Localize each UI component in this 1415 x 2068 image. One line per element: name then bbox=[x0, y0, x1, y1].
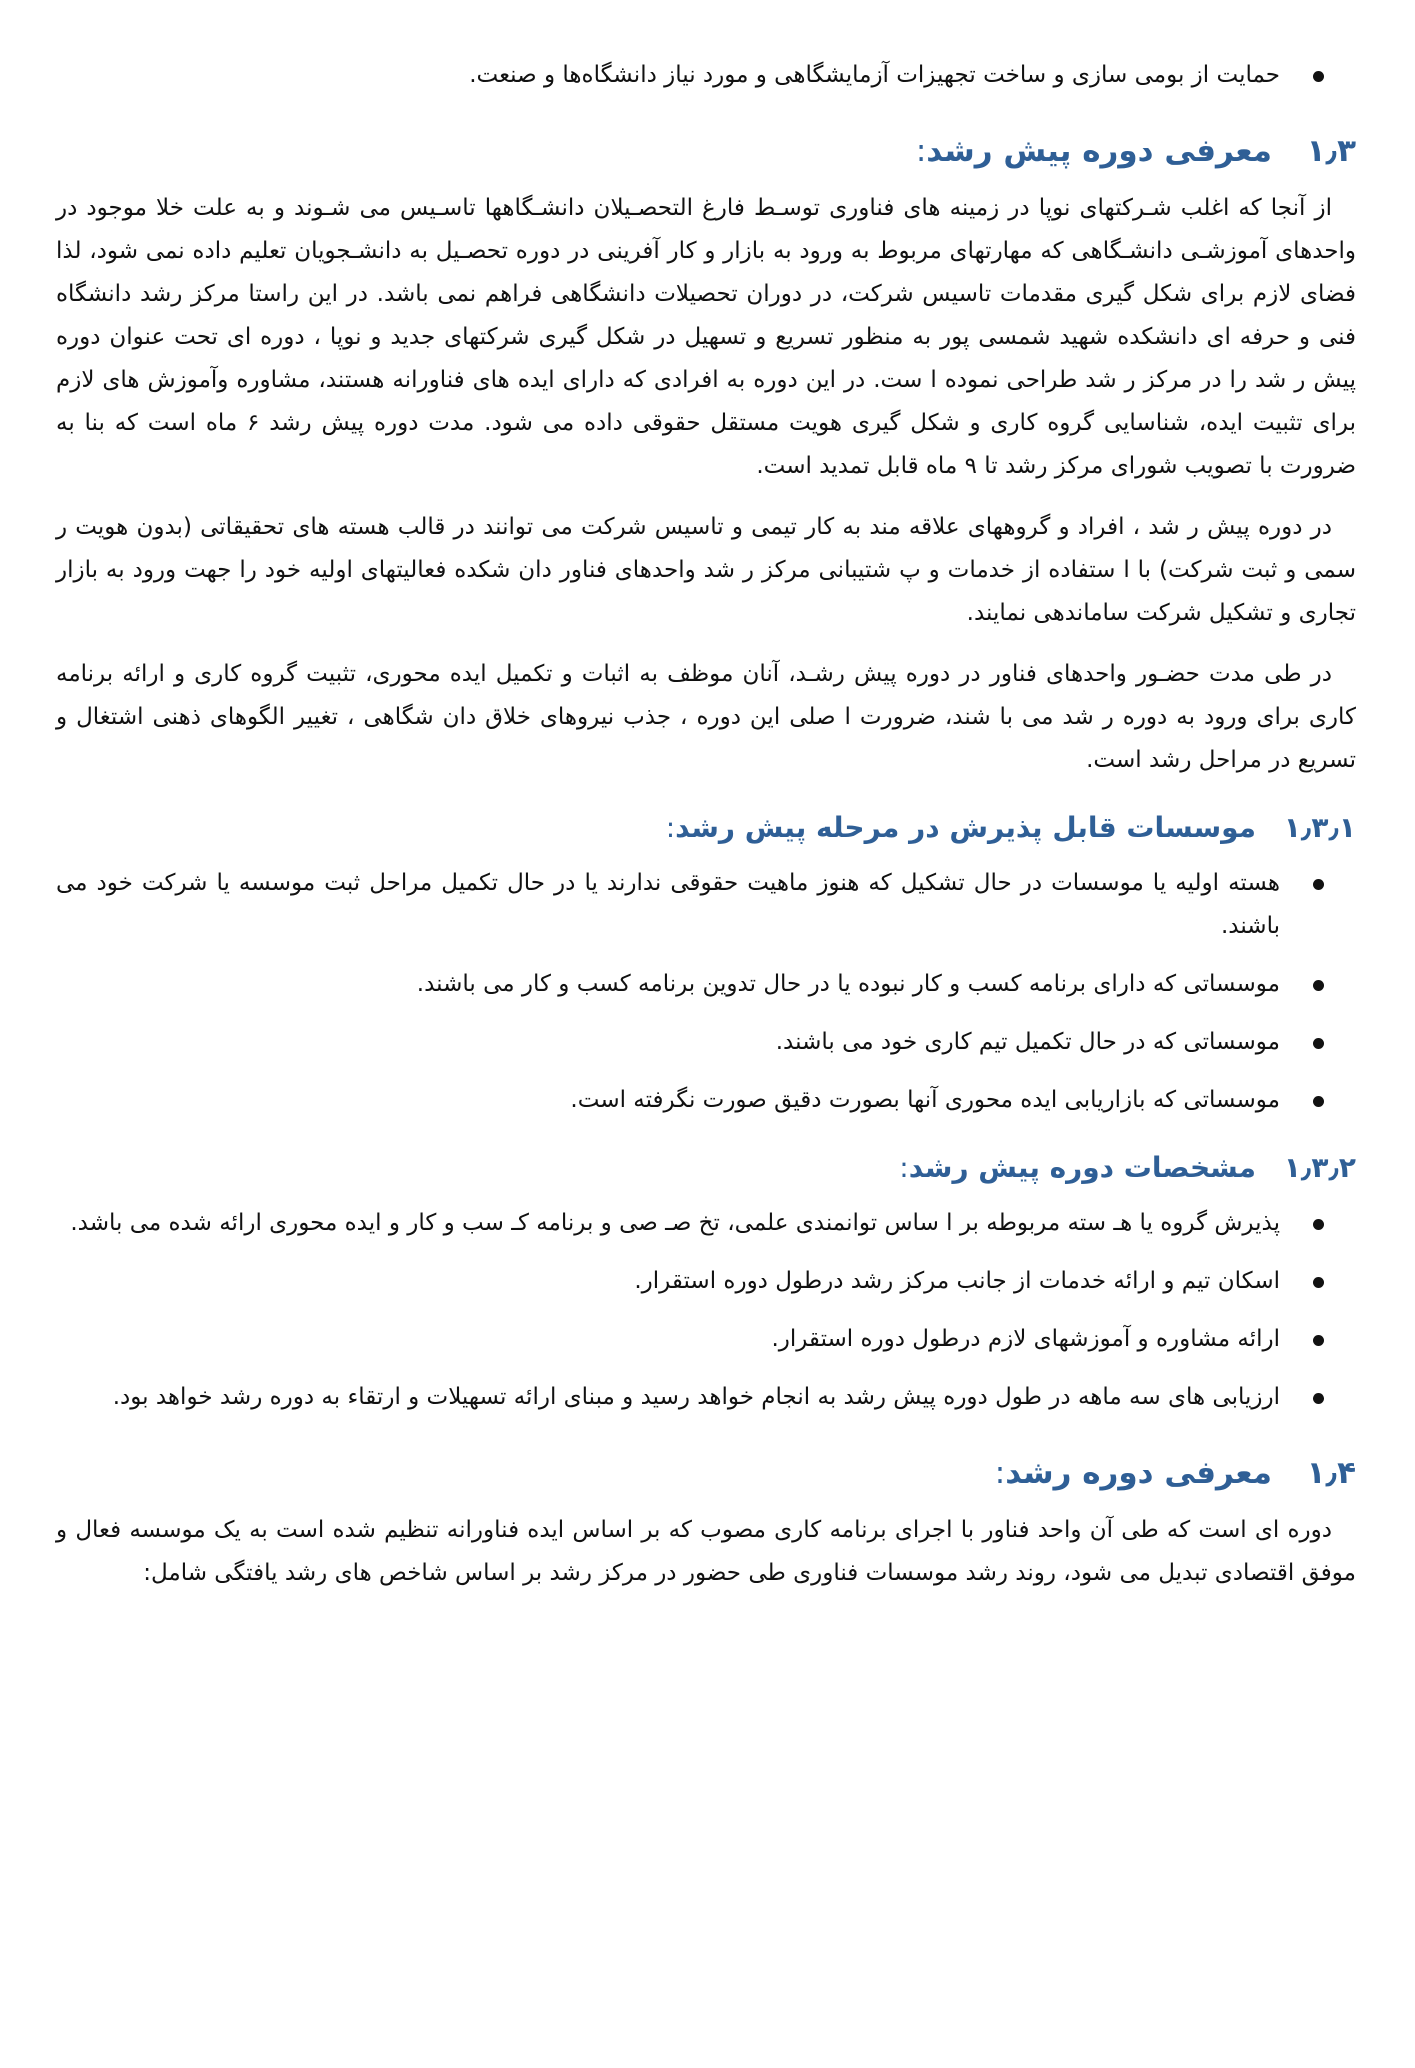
list-item-text: اسکان تیم و ارائه خدمات از جانب مرکز رشد درطول دوره استقرار. bbox=[634, 1268, 1280, 1294]
section-heading-1-3-1 bbox=[56, 806, 1356, 850]
bullet-icon bbox=[1313, 71, 1324, 82]
section-title: مشخصات دوره پیش رشد bbox=[908, 1151, 1256, 1184]
list-item bbox=[56, 862, 1324, 948]
section-title: موسسات قابل پذیرش در مرحله پیش رشد bbox=[675, 811, 1256, 844]
bullet-icon bbox=[1313, 1335, 1324, 1346]
list-item-text: پذیرش گروه یا هـ سته مربوطه بر ا ساس توانمندی علمی، تخ صـ صی و برنامه کـ سب و کار و ایده محوری ارائه شده می باشد. bbox=[70, 1210, 1280, 1236]
list-item-text: ارائه مشاوره و آموزشهای لازم درطول دوره استقرار. bbox=[771, 1326, 1280, 1352]
list-item-text: موسساتی که دارای برنامه کسب و کار نبوده یا در حال تدوین برنامه کسب و کار می باشند. bbox=[416, 971, 1280, 997]
section-number: ۱٫۳٫۱ bbox=[1283, 811, 1356, 844]
pre-incubation-features-list bbox=[56, 1202, 1356, 1419]
heading-colon: : bbox=[994, 1455, 1006, 1491]
section-heading-1-3 bbox=[56, 129, 1356, 173]
bullet-icon bbox=[1313, 879, 1324, 890]
section-title: معرفی دوره رشد bbox=[1005, 1455, 1272, 1491]
list-item-text: هسته اولیه یا موسسات در حال تشکیل که هنوز ماهیت حقوقی ندارند یا در حال تکمیل مراحل ثبت موسسه یا شرکت خود می باشند. bbox=[56, 870, 1280, 939]
bullet-icon bbox=[1313, 1277, 1324, 1288]
list-item-text: حمایت از بومی سازی و ساخت تجهیزات آزمایشگاهی و مورد نیاز دانشگاه‌ها و صنعت. bbox=[469, 62, 1280, 88]
list-item bbox=[56, 1318, 1324, 1361]
list-item-text: موسساتی که در حال تکمیل تیم کاری خود می باشند. bbox=[775, 1029, 1280, 1055]
list-item bbox=[56, 54, 1324, 97]
paragraph: در دوره پیش ر شد ، افراد و گروههای علاقه مند به کار تیمی و تاسیس شرکت می توانند در قالب هسته های تحقیقاتی (بدون هویت ر سمی و ثبت شرکت) با ا ستفاده از خدمات و پ شتیبانی مرکز ر شد واحدهای فناور دان شکده فعالیتهای اولیه خود را جهت ورود به بازار تجاری و تشکیل شرکت ساماندهی نمایند. bbox=[56, 514, 1356, 626]
list-item bbox=[56, 1202, 1324, 1245]
list-item bbox=[56, 1376, 1324, 1419]
heading-colon: : bbox=[899, 1151, 909, 1184]
heading-colon: : bbox=[915, 133, 927, 169]
list-item bbox=[56, 963, 1324, 1006]
list-item-text: موسساتی که بازاریابی ایده محوری آنها بصورت دقیق صورت نگرفته است. bbox=[570, 1087, 1280, 1113]
section-title: معرفی دوره پیش رشد bbox=[926, 133, 1272, 169]
section-number: ۱٫۳٫۲ bbox=[1283, 1151, 1356, 1184]
section-number: ۱٫۴ bbox=[1306, 1455, 1356, 1491]
heading-colon: : bbox=[665, 811, 676, 844]
paragraph: در طی مدت حضـور واحدهای فناور در دوره پیش رشـد، آنان موظف به اثبات و تکمیل ایده محوری، تثبیت گروه کاری و ارائه برنامه کاری برای ورود به دوره ر شد می با شند، ضرورت ا صلی این دوره ، جذب نیروهای خلاق دان شگاهی ، تغییر الگوهای ذهنی اشتغال و تسریع در مراحل رشد است. bbox=[56, 661, 1356, 773]
eligible-institutions-list bbox=[56, 862, 1356, 1122]
bullet-icon bbox=[1313, 1038, 1324, 1049]
list-item bbox=[56, 1021, 1324, 1064]
section-number: ۱٫۳ bbox=[1306, 133, 1356, 169]
top-bullet-list bbox=[56, 54, 1356, 97]
bullet-icon bbox=[1313, 1219, 1324, 1230]
bullet-icon bbox=[1313, 980, 1324, 991]
list-item-text: ارزیابی های سه ماهه در طول دوره پیش رشد به انجام خواهد رسید و مبنای ارائه تسهیلات و ارتقاء به دوره رشد خواهد بود. bbox=[112, 1384, 1280, 1410]
list-item bbox=[56, 1079, 1324, 1122]
section-heading-1-4 bbox=[56, 1451, 1356, 1495]
section-heading-1-3-2 bbox=[56, 1146, 1356, 1190]
document-page bbox=[56, 54, 1356, 1595]
list-item bbox=[56, 1260, 1324, 1303]
paragraph: دوره ای است که طی آن واحد فناور با اجرای برنامه کاری مصوب که بر اساس ایده فناورانه تنظیم شده است به یک موسسه فعال و موفق اقتصادی تبدیل می شود، روند رشد موسسات فناوری طی حضور در مرکز رشد بر اساس شاخص های رشد یافتگی شامل: bbox=[56, 1517, 1356, 1586]
paragraph: از آنجا که اغلب شـرکتهای نوپا در زمینه های فناوری توسـط فارغ التحصـیلان دانشـگاهها تاسـیس می شـوند و به علت خلا موجود در واحدهای آموزشـی دانشـگاهی که مهارتهای مربوط به ورود به بازار و کار آفرینی در دوره تحصـیل به دانشـجویان تعلیم داده نمی شود، لذا فضای لازم برای شکل گیری مقدمات تاسیس شرکت، در دوران تحصیلات دانشگاهی فراهم نمی باشد. در این راستا مرکز رشد دانشگاه فنی و حرفه ای دانشکده شهید شمسی پور به منظور تسریع و تسهیل در شکل گیری شرکتهای جدید و نوپا ، دوره ای تحت عنوان دوره پیش ر شد را در مرکز ر شد طراحی نموده ا ست. در این دوره به افرادی که دارای ایده های فناورانه هستند، مشاوره وآموزش های لازم برای تثبیت ایده، شناسایی گروه کاری و شکل گیری هویت مستقل حقوقی داده می شود. مدت دوره پیش رشد ۶ ماه است که بنا به ضرورت با تصویب شورای مرکز رشد تا ۹ ماه قابل تمدید است. bbox=[56, 195, 1356, 479]
bullet-icon bbox=[1313, 1096, 1324, 1107]
bullet-icon bbox=[1313, 1393, 1324, 1404]
